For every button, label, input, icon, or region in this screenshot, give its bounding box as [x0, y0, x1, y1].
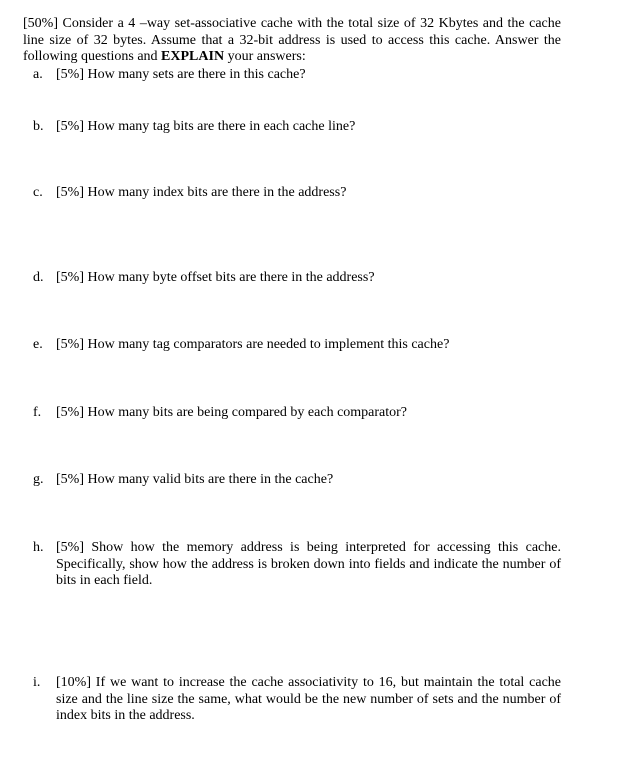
- question-text: [5%] How many valid bits are there in the cache?: [56, 472, 334, 487]
- question-letter: c.: [33, 185, 43, 200]
- question-h: [33, 540, 561, 590]
- question-letter: f.: [33, 405, 42, 420]
- intro-bold-word: EXPLAIN: [161, 49, 225, 64]
- question-c: [33, 185, 561, 202]
- question-e: [33, 337, 561, 354]
- question-text: [5%] How many bits are being compared by each comparator?: [56, 405, 408, 420]
- question-text: [5%] How many sets are there in this cache?: [56, 67, 306, 82]
- question-text: [5%] Show how the memory address is being interpreted for accessing this cache. Specifically, show how the address is broken down into fields and indicate the number of bits in each field.: [56, 540, 561, 588]
- question-letter: h.: [33, 540, 44, 555]
- question-text: [5%] How many index bits are there in the address?: [56, 185, 347, 200]
- question-letter: e.: [33, 337, 43, 352]
- problem-intro: [23, 16, 561, 66]
- question-d: [33, 270, 561, 287]
- question-f: [33, 405, 561, 422]
- question-i: [33, 675, 561, 725]
- question-letter: b.: [33, 119, 44, 134]
- question-letter: i.: [33, 675, 41, 690]
- question-a: [33, 67, 561, 84]
- question-b: [33, 119, 561, 136]
- question-g: [33, 472, 561, 489]
- question-letter: d.: [33, 270, 44, 285]
- question-text: [5%] How many tag comparators are needed to implement this cache?: [56, 337, 450, 352]
- question-text: [5%] How many tag bits are there in each cache line?: [56, 119, 356, 134]
- question-text: [5%] How many byte offset bits are there in the address?: [56, 270, 375, 285]
- intro-text-end: your answers:: [224, 49, 306, 64]
- intro-text: [50%] Consider a 4 –way set-associative cache with the total size of 32 Kbytes and the cache line size of 32 bytes. Assume that a 32-bit address is used to access this cache. Answer the following questions and: [23, 16, 561, 64]
- question-letter: a.: [33, 67, 43, 82]
- question-text: [10%] If we want to increase the cache associativity to 16, but maintain the total cache size and the line size the same, what would be the new number of sets and the number of index bits in the address.: [56, 675, 561, 723]
- question-letter: g.: [33, 472, 44, 487]
